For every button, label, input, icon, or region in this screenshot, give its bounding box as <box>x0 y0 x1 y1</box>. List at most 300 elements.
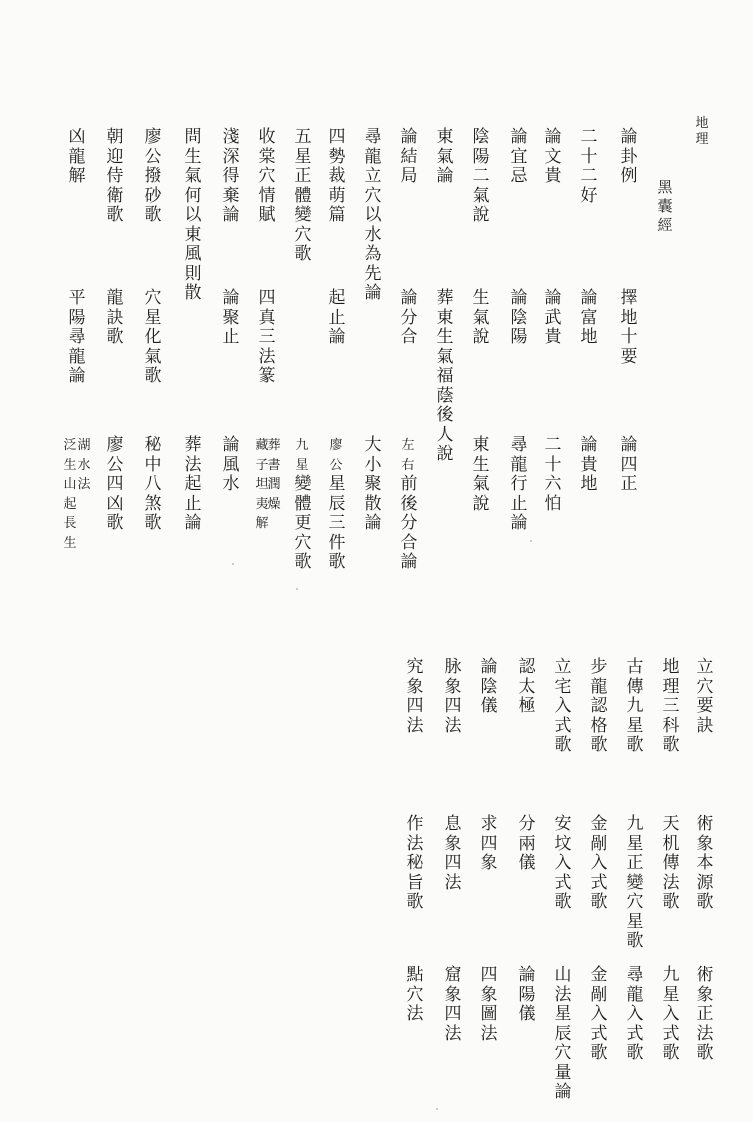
glyph: 儀 <box>518 1004 536 1024</box>
glyph: 歌 <box>144 366 162 386</box>
glyph: 科 <box>662 715 680 736</box>
glyph: 旨 <box>406 872 424 893</box>
glyph: 氣 <box>436 346 454 367</box>
scan-speck <box>232 563 234 565</box>
toc-entry <box>66 128 88 187</box>
toc-entry <box>442 815 464 893</box>
glyph: 以 <box>364 205 382 225</box>
glyph: 泛 <box>63 438 77 453</box>
glyph: 龍 <box>106 288 124 308</box>
glyph: 氣 <box>472 185 490 206</box>
glyph: 三 <box>662 696 680 716</box>
glyph: 人 <box>436 424 454 445</box>
toc-entry <box>470 436 492 514</box>
glyph: 九 <box>295 438 309 453</box>
glyph: 法 <box>444 715 462 736</box>
glyph: 廖 <box>329 438 343 453</box>
glyph: 歌 <box>662 1043 680 1063</box>
glyph: 起 <box>328 288 346 308</box>
glyph: 安 <box>554 814 572 834</box>
glyph: 訣 <box>106 307 124 328</box>
glyph: 星 <box>626 715 644 736</box>
glyph: 解 <box>255 516 269 531</box>
toc-entry <box>578 289 600 348</box>
glyph: 法 <box>696 1023 714 1044</box>
glyph: 金 <box>590 965 608 985</box>
glyph: 棄 <box>222 185 240 206</box>
toc-entry <box>104 436 126 534</box>
toc-entry <box>618 128 640 187</box>
toc-entry <box>256 289 278 387</box>
glyph: 止 <box>222 327 240 347</box>
toc-entry <box>542 289 564 348</box>
glyph: 撥 <box>144 166 162 186</box>
toc-entry <box>142 289 164 387</box>
glyph: 散 <box>364 493 382 514</box>
toc-entry <box>660 815 682 913</box>
glyph: 兩 <box>518 833 536 854</box>
glyph: 穴 <box>554 1043 572 1063</box>
toc-entry <box>516 966 538 1025</box>
toc-entry <box>618 289 640 367</box>
glyph: 棠 <box>258 146 276 167</box>
glyph: 左 <box>401 438 415 453</box>
glyph: 起 <box>184 474 202 494</box>
toc-entry <box>220 436 242 495</box>
glyph: 葬 <box>436 288 454 308</box>
toc-entry <box>694 658 716 736</box>
toc-entry <box>588 658 610 756</box>
glyph: 二 <box>544 435 562 455</box>
glyph: 穴 <box>144 288 162 308</box>
glyph: 歌 <box>626 931 644 951</box>
glyph: 生 <box>184 146 202 167</box>
glyph: 書 <box>267 457 281 473</box>
glyph: 星 <box>294 146 312 167</box>
glyph: 囊 <box>657 197 673 215</box>
glyph: 式 <box>662 1023 680 1044</box>
glyph: 止 <box>184 493 202 514</box>
glyph: 歌 <box>554 892 572 912</box>
glyph: 賦 <box>258 205 276 225</box>
glyph: 論 <box>620 435 638 455</box>
glyph: 星 <box>295 457 309 473</box>
glyph: 九 <box>662 965 680 985</box>
toc-entry <box>66 289 88 387</box>
toc-entry <box>624 966 646 1064</box>
glyph: 葬 <box>267 438 281 453</box>
glyph: 四 <box>480 965 498 985</box>
toc-entry-annotation <box>64 436 76 553</box>
toc-entry-annotation <box>402 436 414 475</box>
glyph: 公 <box>144 146 162 167</box>
glyph: 公 <box>106 454 124 475</box>
glyph: 論 <box>328 327 346 347</box>
glyph: 龍 <box>590 676 608 697</box>
glyph: 歌 <box>590 892 608 912</box>
glyph: 三 <box>328 513 346 533</box>
glyph: 起 <box>63 496 77 512</box>
glyph: 陽 <box>68 307 86 328</box>
glyph: 後 <box>400 493 418 514</box>
glyph: 四 <box>444 853 462 873</box>
glyph: 龍 <box>68 346 86 367</box>
glyph: 貴 <box>544 166 562 186</box>
glyph: 格 <box>590 715 608 736</box>
glyph: 歌 <box>590 735 608 755</box>
glyph: 法 <box>258 346 276 367</box>
glyph: 星 <box>626 911 644 932</box>
glyph: 歌 <box>590 1043 608 1063</box>
glyph: 萌 <box>328 185 346 206</box>
glyph: 四 <box>480 833 498 854</box>
glyph: 廖 <box>144 127 162 147</box>
glyph: 貴 <box>580 454 598 475</box>
glyph: 星 <box>328 474 346 494</box>
toc-entry <box>404 658 426 736</box>
glyph: 龍 <box>510 454 528 475</box>
glyph: 氣 <box>472 307 490 328</box>
glyph: 式 <box>554 715 572 736</box>
glyph: 九 <box>626 814 644 834</box>
glyph: 式 <box>554 872 572 893</box>
glyph: 論 <box>364 283 382 303</box>
toc-entry <box>508 436 530 534</box>
toc-entry <box>478 815 500 874</box>
glyph: 更 <box>294 513 312 533</box>
toc-entry <box>578 128 600 206</box>
glyph: 何 <box>184 185 202 206</box>
toc-entry <box>516 815 538 874</box>
glyph: 富 <box>580 307 598 328</box>
glyph: 合 <box>400 327 418 347</box>
glyph: 論 <box>580 435 598 455</box>
glyph: 說 <box>472 327 490 347</box>
glyph: 論 <box>480 657 498 677</box>
glyph: 前 <box>400 474 418 494</box>
toc-entry <box>182 128 204 304</box>
toc-entry <box>434 128 456 187</box>
glyph: 入 <box>590 853 608 873</box>
toc-entry <box>442 658 464 736</box>
toc-entry <box>470 289 492 348</box>
glyph: 氣 <box>144 346 162 367</box>
glyph: 卦 <box>620 146 638 167</box>
glyph: 氣 <box>436 146 454 167</box>
glyph: 體 <box>294 185 312 206</box>
toc-entry <box>516 658 538 717</box>
glyph: 湖 <box>77 438 91 453</box>
glyph: 小 <box>364 454 382 475</box>
glyph: 變 <box>626 872 644 893</box>
glyph: 四 <box>106 474 124 494</box>
glyph: 歌 <box>662 735 680 755</box>
toc-entry <box>104 128 126 226</box>
glyph: 論 <box>222 288 240 308</box>
glyph: 平 <box>68 288 86 308</box>
glyph: 五 <box>294 127 312 147</box>
glyph: 廖 <box>106 435 124 455</box>
glyph: 論 <box>400 552 418 572</box>
glyph: 息 <box>444 814 462 834</box>
glyph: 十 <box>544 454 562 475</box>
toc-entry <box>552 815 574 913</box>
toc-entry <box>398 289 420 348</box>
toc-entry-annotation <box>268 436 280 475</box>
glyph: 穴 <box>364 185 382 206</box>
glyph: 歌 <box>406 892 424 912</box>
toc-entry <box>326 289 348 348</box>
glyph: 砂 <box>144 185 162 206</box>
glyph: 訣 <box>696 715 714 736</box>
toc-entry <box>220 128 242 226</box>
glyph: 衛 <box>106 185 124 206</box>
scan-speck <box>296 588 298 590</box>
glyph: 求 <box>480 814 498 834</box>
glyph: 立 <box>364 166 382 186</box>
glyph: 侍 <box>106 166 124 186</box>
glyph: 生 <box>63 457 77 473</box>
glyph: 東 <box>472 435 490 455</box>
glyph: 象 <box>444 833 462 854</box>
glyph: 論 <box>510 288 528 308</box>
glyph: 論 <box>68 366 86 386</box>
glyph: 式 <box>590 1023 608 1044</box>
glyph: 情 <box>258 185 276 206</box>
toc-entry <box>104 289 126 348</box>
glyph: 六 <box>544 474 562 494</box>
glyph: 陰 <box>472 127 490 147</box>
glyph: 傳 <box>626 676 644 697</box>
glyph: 福 <box>436 366 454 386</box>
glyph: 象 <box>444 984 462 1005</box>
glyph: 大 <box>364 435 382 455</box>
glyph: 件 <box>328 532 346 553</box>
glyph: 朝 <box>106 127 124 147</box>
glyph: 歌 <box>106 513 124 533</box>
glyph: 論 <box>436 166 454 186</box>
glyph: 要 <box>620 346 638 367</box>
glyph: 歌 <box>294 552 312 572</box>
toc-entry <box>470 128 492 226</box>
glyph: 凶 <box>68 127 86 147</box>
toc-entry <box>660 658 682 756</box>
toc-entry <box>326 128 348 226</box>
glyph: 四 <box>444 696 462 716</box>
glyph: 入 <box>662 1004 680 1024</box>
glyph: 法 <box>480 1023 498 1044</box>
glyph: 合 <box>400 532 418 553</box>
glyph: 淺 <box>222 127 240 147</box>
glyph: 右 <box>401 457 415 473</box>
glyph: 法 <box>444 1023 462 1044</box>
glyph: 象 <box>406 676 424 697</box>
glyph: 風 <box>222 454 240 475</box>
glyph: 辰 <box>328 493 346 514</box>
glyph: 論 <box>554 1082 572 1102</box>
glyph: 宜 <box>510 146 528 167</box>
glyph: 解 <box>68 166 86 186</box>
glyph: 生 <box>472 288 490 308</box>
glyph: 化 <box>144 327 162 347</box>
glyph: 坦 <box>255 477 269 492</box>
glyph: 地 <box>695 116 709 131</box>
glyph: 入 <box>554 853 572 873</box>
toc-entry <box>694 966 716 1064</box>
toc-entry <box>588 815 610 913</box>
glyph: 式 <box>626 1023 644 1044</box>
glyph: 四 <box>620 454 638 475</box>
glyph: 歌 <box>696 1043 714 1063</box>
toc-entry <box>256 128 278 226</box>
glyph: 法 <box>406 1004 424 1024</box>
glyph: 尋 <box>68 327 86 347</box>
glyph: 煞 <box>144 493 162 514</box>
glyph: 正 <box>294 166 312 186</box>
glyph: 四 <box>444 1004 462 1024</box>
glyph: 歌 <box>626 1043 644 1063</box>
glyph: 尋 <box>364 127 382 147</box>
glyph: 水 <box>222 474 240 494</box>
glyph: 正 <box>696 1004 714 1024</box>
glyph: 點 <box>406 965 424 985</box>
glyph: 為 <box>364 244 382 264</box>
glyph: 入 <box>554 696 572 716</box>
glyph: 迎 <box>106 146 124 167</box>
toc-entry <box>362 436 384 534</box>
glyph: 地 <box>620 307 638 328</box>
glyph: 變 <box>294 474 312 494</box>
glyph: 理 <box>662 676 680 697</box>
glyph: 說 <box>436 444 454 464</box>
glyph: 分 <box>400 307 418 328</box>
glyph: 深 <box>222 146 240 167</box>
glyph: 聚 <box>222 307 240 328</box>
glyph: 怕 <box>544 493 562 514</box>
glyph: 山 <box>63 477 77 492</box>
glyph: 源 <box>696 872 714 893</box>
glyph: 篇 <box>328 205 346 225</box>
glyph: 論 <box>222 205 240 225</box>
glyph: 陽 <box>518 984 536 1005</box>
toc-entry <box>326 475 348 573</box>
glyph: 氣 <box>472 474 490 494</box>
glyph: 藏 <box>255 438 269 453</box>
glyph: 儀 <box>518 853 536 873</box>
section-label <box>691 116 713 148</box>
glyph: 象 <box>480 984 498 1005</box>
glyph: 法 <box>662 872 680 893</box>
glyph: 理 <box>695 132 709 147</box>
glyph: 陰 <box>480 676 498 697</box>
glyph: 量 <box>554 1062 572 1083</box>
glyph: 論 <box>510 127 528 147</box>
glyph: 貴 <box>544 327 562 347</box>
glyph: 文 <box>544 146 562 167</box>
glyph: 十 <box>620 327 638 347</box>
glyph: 究 <box>406 657 424 677</box>
glyph: 九 <box>626 696 644 716</box>
toc-entry <box>478 966 500 1044</box>
glyph: 歌 <box>696 892 714 912</box>
glyph: 天 <box>662 814 680 834</box>
glyph: 星 <box>144 307 162 328</box>
book-title <box>654 178 676 235</box>
glyph: 二 <box>580 166 598 186</box>
toc-entry <box>624 658 646 756</box>
glyph: 剮 <box>590 984 608 1005</box>
glyph: 論 <box>184 513 202 533</box>
glyph: 秘 <box>144 435 162 455</box>
toc-entry <box>220 289 242 348</box>
glyph: 先 <box>364 263 382 284</box>
glyph: 說 <box>472 205 490 225</box>
toc-entry <box>660 966 682 1064</box>
glyph: 後 <box>436 405 454 425</box>
glyph: 結 <box>400 146 418 167</box>
glyph: 聚 <box>364 474 382 494</box>
glyph: 十 <box>580 146 598 167</box>
glyph: 法 <box>554 984 572 1005</box>
glyph: 窟 <box>444 965 462 985</box>
glyph: 龍 <box>68 146 86 167</box>
glyph: 正 <box>620 474 638 494</box>
glyph: 水 <box>364 224 382 245</box>
glyph: 穴 <box>258 166 276 186</box>
glyph: 篆 <box>258 366 276 386</box>
glyph: 地 <box>580 474 598 494</box>
scan-speck <box>436 1108 438 1110</box>
glyph: 論 <box>580 288 598 308</box>
glyph: 辰 <box>554 1023 572 1044</box>
glyph: 入 <box>590 1004 608 1024</box>
glyph: 止 <box>328 307 346 328</box>
glyph: 則 <box>184 263 202 284</box>
glyph: 裁 <box>328 166 346 186</box>
glyph: 法 <box>406 833 424 854</box>
toc-entry <box>398 475 420 573</box>
glyph: 真 <box>258 307 276 328</box>
glyph: 擇 <box>620 288 638 308</box>
glyph: 論 <box>518 965 536 985</box>
glyph: 陽 <box>472 146 490 167</box>
glyph: 歌 <box>106 327 124 347</box>
glyph: 尋 <box>510 435 528 455</box>
glyph: 東 <box>436 307 454 328</box>
glyph: 氣 <box>184 166 202 186</box>
toc-entry-annotation <box>256 436 268 475</box>
toc-entry <box>542 128 564 187</box>
toc-entry <box>694 815 716 913</box>
glyph: 得 <box>222 166 240 186</box>
glyph: 凶 <box>106 493 124 514</box>
glyph: 立 <box>696 657 714 677</box>
glyph: 蔭 <box>436 385 454 406</box>
glyph: 止 <box>510 493 528 514</box>
glyph: 行 <box>510 474 528 494</box>
glyph: 法 <box>406 715 424 736</box>
glyph: 三 <box>258 327 276 347</box>
glyph: 體 <box>294 493 312 514</box>
glyph: 分 <box>518 814 536 834</box>
glyph: 傳 <box>662 853 680 873</box>
glyph: 式 <box>590 872 608 893</box>
glyph: 歌 <box>144 205 162 225</box>
glyph: 說 <box>472 493 490 514</box>
toc-entry-annotation <box>78 436 90 495</box>
scan-speck <box>530 540 532 542</box>
glyph: 論 <box>544 127 562 147</box>
